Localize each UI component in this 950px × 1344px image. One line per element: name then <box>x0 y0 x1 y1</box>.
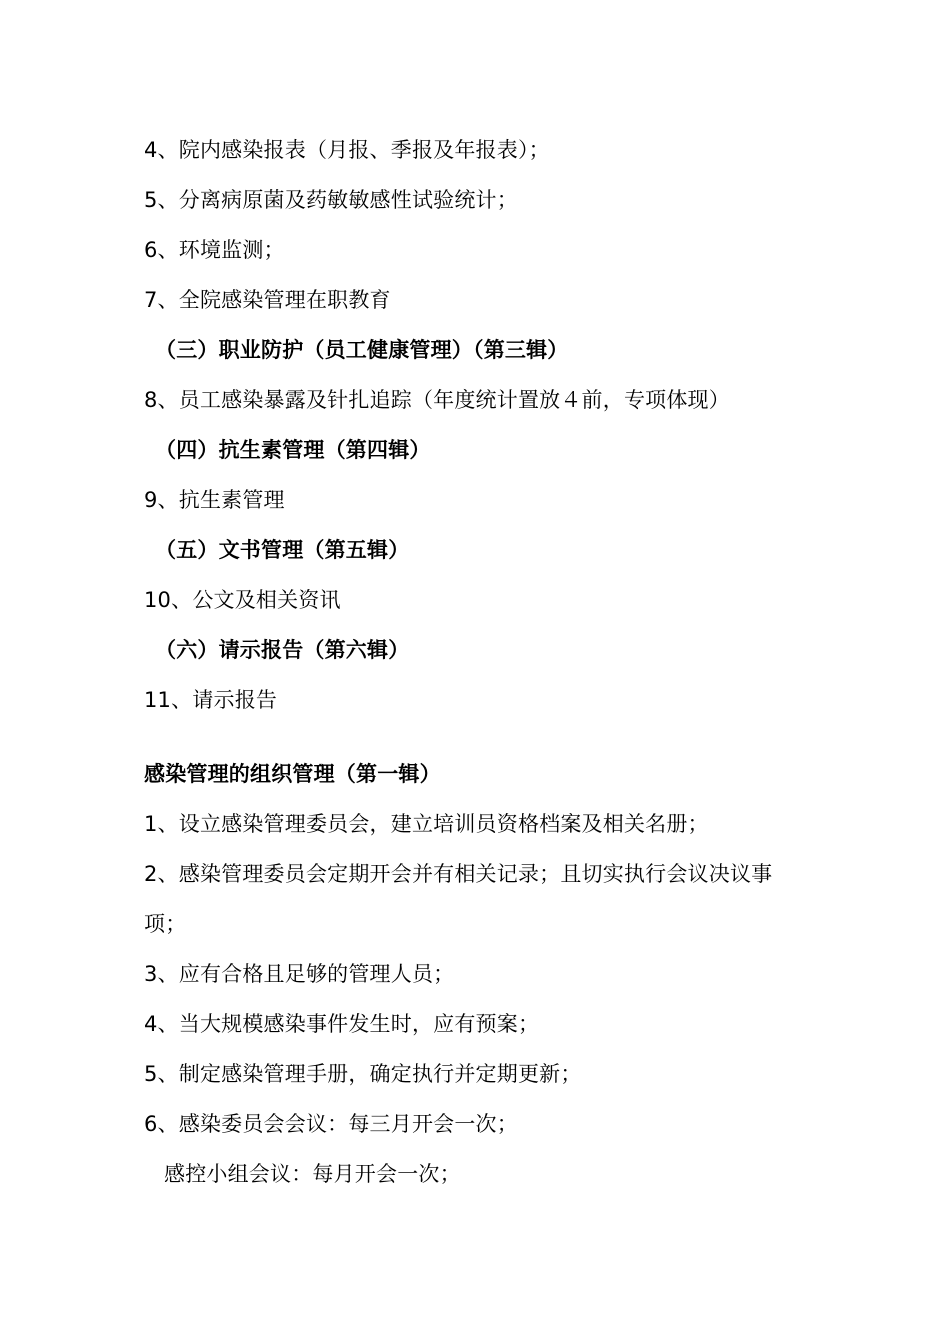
list-item-8-staff-exposure: 8、员工感染暴露及针扎追踪（年度统计置放４前，专项体现） <box>144 388 730 412</box>
list-item-11-request-report: 11、请示报告 <box>144 688 278 712</box>
list-item-2-meeting-records: 2、感染管理委员会定期开会并有相关记录；且切实执行会议决议事 <box>144 862 773 886</box>
list-item-1-committee: 1、设立感染管理委员会，建立培训员资格档案及相关名册； <box>144 812 709 836</box>
list-item-6-group-meetings: 感控小组会议：每月开会一次； <box>164 1162 461 1186</box>
section-heading-document-management: （五）文书管理（第五辑） <box>155 538 410 562</box>
section-title-organization-management: 感染管理的组织管理（第一辑） <box>144 762 441 786</box>
list-item-5-pathogen-statistics: 5、分离病原菌及药敏敏感性试验统计； <box>144 188 518 212</box>
list-item-6-environment-monitoring: 6、环境监测； <box>144 238 285 262</box>
list-item-9-antibiotic-management: 9、抗生素管理 <box>144 488 285 512</box>
list-item-2-continuation: 项； <box>144 912 187 936</box>
section-heading-request-report: （六）请示报告（第六辑） <box>155 638 410 662</box>
list-item-6-committee-meetings: 6、感染委员会会议：每三月开会一次； <box>144 1112 518 1136</box>
list-item-10-documents-information: 10、公文及相关资讯 <box>144 588 341 612</box>
list-item-5-management-manual: 5、制定感染管理手册，确定执行并定期更新； <box>144 1062 582 1086</box>
section-heading-occupational-protection: （三）职业防护（员工健康管理）（第三辑） <box>155 338 569 362</box>
list-item-7-infection-education: 7、全院感染管理在职教育 <box>144 288 391 312</box>
list-item-4-infection-report: 4、院内感染报表（月报、季报及年报表）； <box>144 138 550 162</box>
section-heading-antibiotic-management: （四）抗生素管理（第四辑） <box>155 438 431 462</box>
list-item-4-emergency-plan: 4、当大规模感染事件发生时，应有预案； <box>144 1012 540 1036</box>
list-item-3-qualified-staff: 3、应有合格且足够的管理人员； <box>144 962 455 986</box>
